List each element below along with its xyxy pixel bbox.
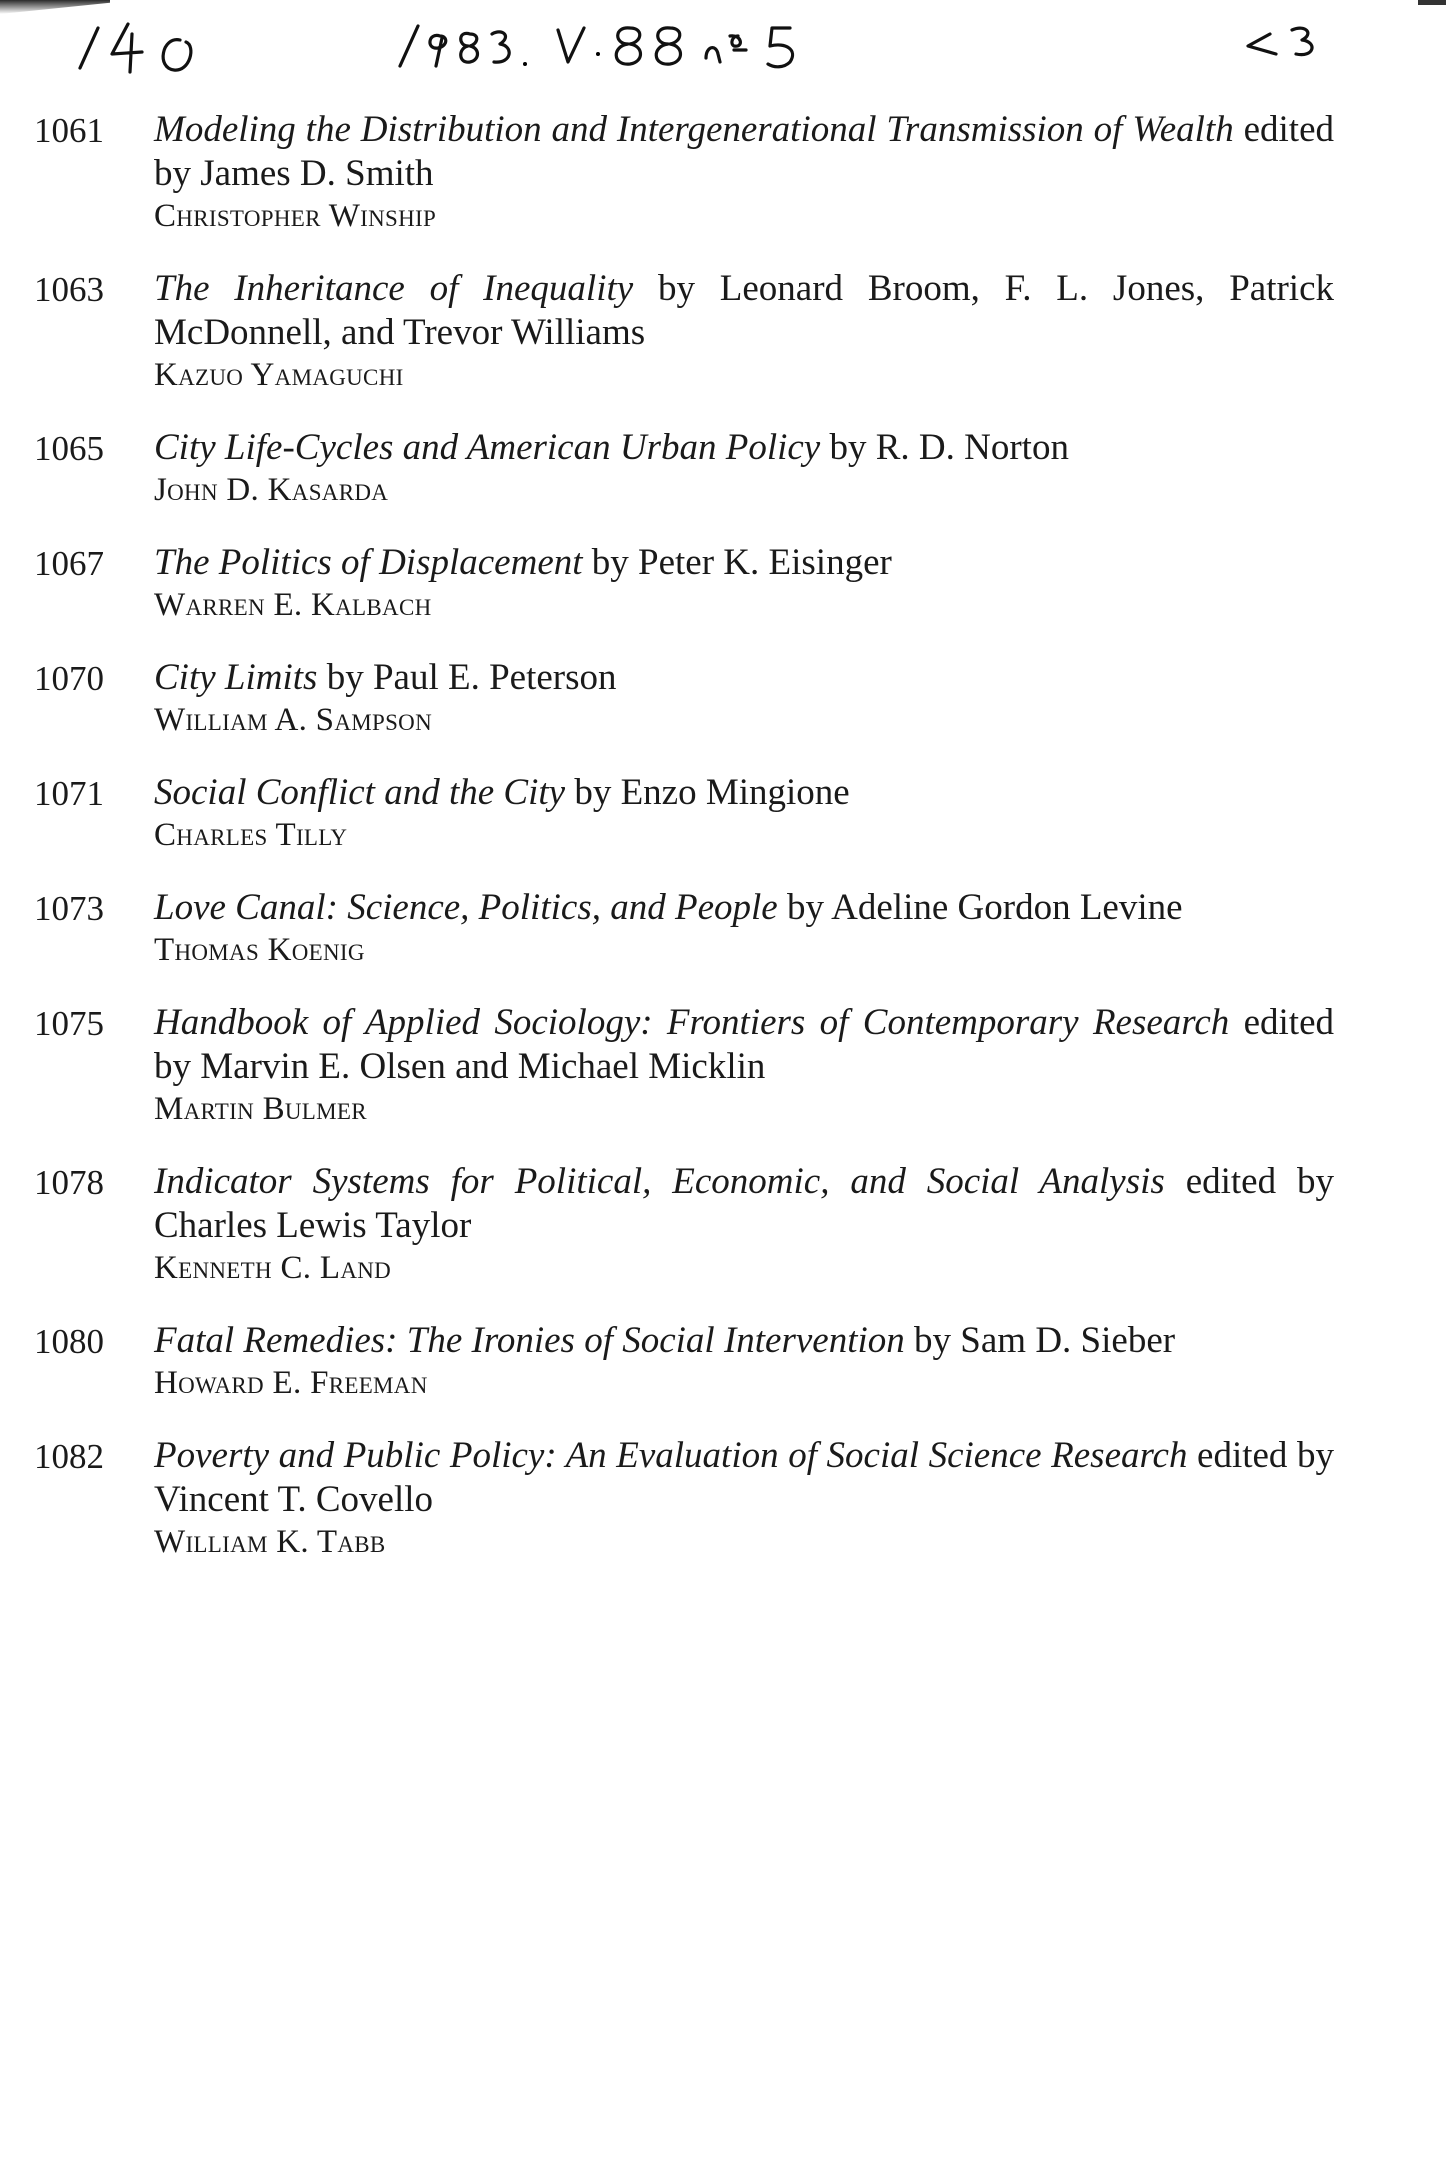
book-byline: by R. D. Norton <box>820 427 1069 468</box>
review-entry <box>34 1434 1334 1562</box>
review-entry <box>34 1319 1334 1403</box>
reviewer-name: John D. Kasarda <box>154 472 389 508</box>
page-number: 1063 <box>34 270 104 309</box>
review-entry <box>34 541 1334 625</box>
page-number: 1067 <box>34 544 104 583</box>
book-citation <box>154 541 1334 585</box>
reviewer-name: Charles Tilly <box>154 817 348 853</box>
reviewer-name: Warren E. Kalbach <box>154 587 432 623</box>
page-number: 1070 <box>34 659 104 698</box>
book-citation <box>154 108 1334 196</box>
page-number: 1075 <box>34 1004 104 1043</box>
reviewer-name: William A. Sampson <box>154 702 433 738</box>
entry-body <box>154 1001 1334 1129</box>
page-number: 1073 <box>34 889 104 928</box>
entry-body <box>154 886 1334 970</box>
entry-body <box>154 426 1334 510</box>
book-byline: by Sam D. Sieber <box>904 1320 1176 1361</box>
reviewer-name: Thomas Koenig <box>154 932 365 968</box>
book-citation <box>154 886 1334 930</box>
entry-body <box>154 541 1334 625</box>
handwritten-annotation <box>70 6 1400 86</box>
review-entry <box>34 1001 1334 1129</box>
entry-body <box>154 267 1334 395</box>
reviewer-name: Howard E. Freeman <box>154 1365 428 1401</box>
book-citation <box>154 1434 1334 1522</box>
book-byline: by Paul E. Peterson <box>317 657 617 698</box>
reviewer-name: William K. Tabb <box>154 1524 386 1560</box>
book-title: City Limits <box>154 657 318 698</box>
review-entry <box>34 886 1334 970</box>
page-number: 1061 <box>34 111 104 150</box>
book-byline: by Peter K. Eisinger <box>582 542 892 583</box>
book-title: Modeling the Distribution and Intergenerational Transmission of Wealth <box>154 109 1234 150</box>
page-number: 1080 <box>34 1322 104 1361</box>
review-entry <box>34 108 1334 236</box>
reviewer-name: Christopher Winship <box>154 198 437 234</box>
book-title: Indicator Systems for Political, Economic, and Social Analysis <box>154 1161 1165 1202</box>
handwriting-drawing <box>70 6 1400 86</box>
book-citation <box>154 426 1334 470</box>
reviewer-name: Martin Bulmer <box>154 1091 367 1127</box>
book-citation <box>154 1319 1334 1363</box>
book-title: Love Canal: Science, Politics, and People <box>154 887 778 928</box>
entry-body <box>154 108 1334 236</box>
book-byline: edited by Vincent T. Covello <box>154 1435 1335 1520</box>
entry-body <box>154 1434 1334 1562</box>
book-byline: by Enzo Mingione <box>565 772 850 813</box>
book-title: Handbook of Applied Sociology: Frontiers of Contemporary Research <box>154 1002 1230 1043</box>
book-title: The Politics of Displacement <box>154 542 583 583</box>
book-title: The Inheritance of Inequality <box>154 268 634 309</box>
review-list <box>34 108 1334 1593</box>
book-title: City Life-Cycles and American Urban Policy <box>154 427 821 468</box>
page-number: 1082 <box>34 1437 104 1476</box>
page-number: 1071 <box>34 774 104 813</box>
book-byline: edited by Marvin E. Olsen and Michael Micklin <box>154 1002 1334 1087</box>
book-citation <box>154 656 1334 700</box>
book-title: Fatal Remedies: The Ironies of Social Intervention <box>154 1320 905 1361</box>
page-number: 1065 <box>34 429 104 468</box>
book-citation <box>154 771 1334 815</box>
entry-body <box>154 656 1334 740</box>
entry-body <box>154 1319 1334 1403</box>
book-citation <box>154 1160 1334 1248</box>
entry-body <box>154 771 1334 855</box>
entry-body <box>154 1160 1334 1288</box>
review-entry <box>34 426 1334 510</box>
book-title: Poverty and Public Policy: An Evaluation of Social Science Research <box>154 1435 1188 1476</box>
scan-edge-mark <box>1418 0 1446 5</box>
book-byline: by Adeline Gordon Levine <box>777 887 1183 928</box>
book-byline: edited by Charles Lewis Taylor <box>154 1161 1334 1246</box>
book-citation <box>154 267 1334 355</box>
reviewer-name: Kazuo Yamaguchi <box>154 357 404 393</box>
reviewer-name: Kenneth C. Land <box>154 1250 392 1286</box>
book-byline: by Leonard Broom, F. L. Jones, Patrick McDonnell, and Trevor Williams <box>154 268 1334 353</box>
page-number: 1078 <box>34 1163 104 1202</box>
book-byline: edited by James D. Smith <box>154 109 1335 194</box>
review-entry <box>34 267 1334 395</box>
book-citation <box>154 1001 1334 1089</box>
review-entry <box>34 1160 1334 1288</box>
review-entry <box>34 771 1334 855</box>
review-entry <box>34 656 1334 740</box>
book-title: Social Conflict and the City <box>154 772 566 813</box>
